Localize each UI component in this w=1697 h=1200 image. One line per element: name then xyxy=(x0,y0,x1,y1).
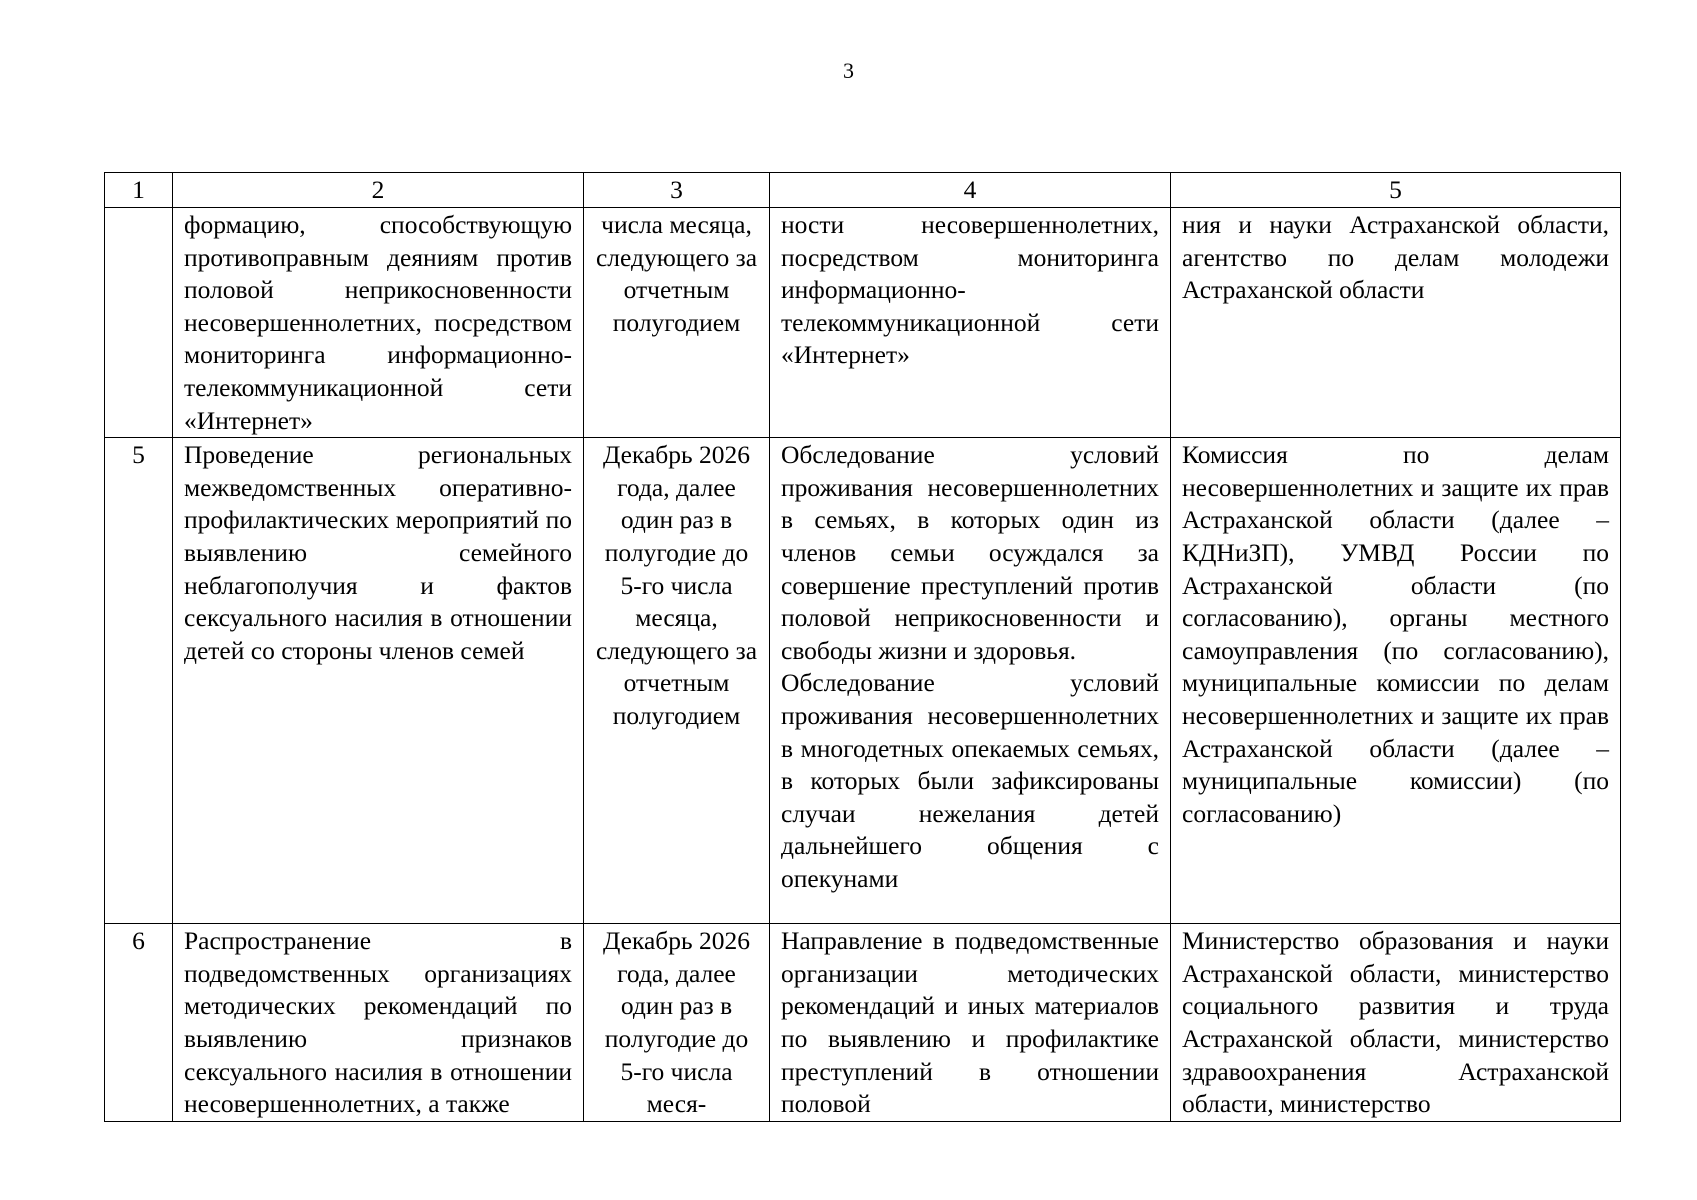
measure-cell: формацию, способствующую противоправным деяниям против половой неприкосновенности несовершеннолетних, посредством мониторинга информационно-телекоммуникационной сети «Интернет» xyxy=(173,208,584,438)
result-cell: Обследование условий проживания несовершеннолетних в семьях, в которых один из членов семьи осуждался за совершение преступлений против половой неприкосновенности и свободы жизни и здоровья. Обследование условий проживания несовершеннолетних в многодетных опекаемых семьях, в которых были зафиксированы случаи нежелания детей дальнейшего общения с опекунами xyxy=(770,438,1171,924)
measure-cell: Распространение в подведомственных организациях методических рекомендаций по выявлению признаков сексуального насилия в отношении несовершеннолетних, а также xyxy=(173,924,584,1122)
column-header-4: 4 xyxy=(770,173,1171,208)
result-cell: ности несовершеннолетних, посредством мониторинга информационно-телекоммуникационной сети «Интернет» xyxy=(770,208,1171,438)
measure-cell: Проведение региональных межведомственных оперативно-профилактических мероприятий по выявлению семейного неблагополучия и фактов сексуального насилия в отношении детей со стороны членов семей xyxy=(173,438,584,924)
result-cell: Направление в подведомственные организации методических рекомендаций и иных материалов по выявлению и профилактике преступлений в отношении половой xyxy=(770,924,1171,1122)
column-header-3: 3 xyxy=(584,173,770,208)
row-number-cell xyxy=(105,208,173,438)
table-row xyxy=(105,438,1621,924)
table-row xyxy=(105,208,1621,438)
row-number-cell: 6 xyxy=(105,924,173,1122)
executors-cell: Министерство образования и науки Астраханской области, министерство социального развития и труда Астраханской области, министерство здравоохранения Астраханской области, министерство xyxy=(1171,924,1621,1122)
plan-table xyxy=(104,172,1621,1122)
page-number: 3 xyxy=(843,58,854,83)
table-row xyxy=(105,924,1621,1122)
row-number-cell: 5 xyxy=(105,438,173,924)
table-header-row xyxy=(105,173,1621,208)
executors-cell: Комиссия по делам несовершеннолетних и защите их прав Астраханской области (далее – КДНиЗП), УМВД России по Астраханской области (по согласованию), органы местного самоуправления (по согласованию), муниципальные комиссии по делам несовершеннолетних и защите их прав Астраханской области (далее – муниципальные комиссии) (по согласованию) xyxy=(1171,438,1621,924)
column-header-2: 2 xyxy=(173,173,584,208)
executors-cell: ния и науки Астраханской области, агентство по делам молодежи Астраханской области xyxy=(1171,208,1621,438)
term-cell: Декабрь 2026 года, далее один раз в полугодие до 5-го числа месяца, следующего за отчетным полугодием xyxy=(584,438,770,924)
term-cell: числа месяца, следующего за отчетным полугодием xyxy=(584,208,770,438)
column-header-5: 5 xyxy=(1171,173,1621,208)
column-header-1: 1 xyxy=(105,173,173,208)
term-cell: Декабрь 2026 года, далее один раз в полугодие до 5-го числа меся- xyxy=(584,924,770,1122)
